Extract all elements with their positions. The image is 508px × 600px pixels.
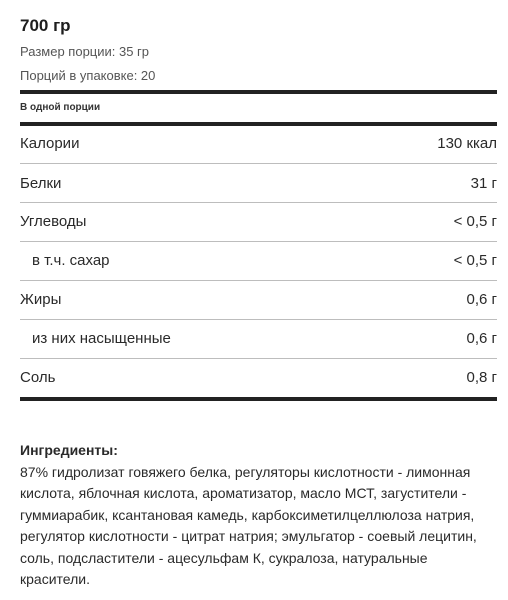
nutrition-row-value: 31 г [470, 175, 497, 192]
nutrition-row-label: Углеводы [20, 213, 87, 230]
ingredients-section [20, 440, 490, 591]
per-serving-heading: В одной порции [20, 102, 101, 113]
serving-size: Размер порции: 35 гр [20, 44, 150, 59]
nutrition-row-calories [20, 124, 497, 163]
nutrition-row-value: 0,6 г [466, 330, 497, 347]
nutrition-row-value: 0,6 г [466, 291, 497, 308]
nutrition-row-label: Соль [20, 369, 56, 386]
servings-per-package: Порций в упаковке: 20 [20, 68, 156, 83]
top-divider [20, 90, 497, 94]
nutrition-row-label: из них насыщенные [32, 330, 171, 347]
nutrition-row-label: в т.ч. сахар [32, 252, 110, 269]
nutrition-row-protein [20, 164, 497, 203]
nutrition-row-label: Жиры [20, 291, 62, 308]
nutrition-row-label: Белки [20, 175, 62, 192]
ingredients-text: 87% гидролизат говяжего белка, регуляторы кислотности - лимонная кислота, яблочная кислота, ароматизатор, масло МСТ, загустители - гуммиарабик, ксантановая камедь, карбоксиметилцеллюлоза натрия, регулятор кислотности - цитрат натрия; эмульгатор - соевый лецитин, соль, подсластители - ацесульфам К, сукралоза, натуральные красители. [20, 463, 477, 587]
nutrition-row-fat [20, 280, 497, 319]
nutrition-row-value: 130 ккал [437, 135, 497, 152]
nutrition-row-sugar [20, 241, 497, 280]
package-size: 700 гр [20, 16, 71, 35]
nutrition-row-salt [20, 358, 497, 397]
bottom-divider [20, 397, 497, 401]
nutrition-row-value: < 0,5 г [453, 213, 497, 230]
nutrition-row-label: Калории [20, 135, 80, 152]
nutrition-row-carbohydrates [20, 202, 497, 241]
nutrition-row-value: < 0,5 г [453, 252, 497, 269]
nutrition-row-saturated-fat [20, 319, 497, 358]
nutrition-row-value: 0,8 г [466, 369, 497, 386]
ingredients-title: Ингредиенты: [20, 442, 118, 458]
